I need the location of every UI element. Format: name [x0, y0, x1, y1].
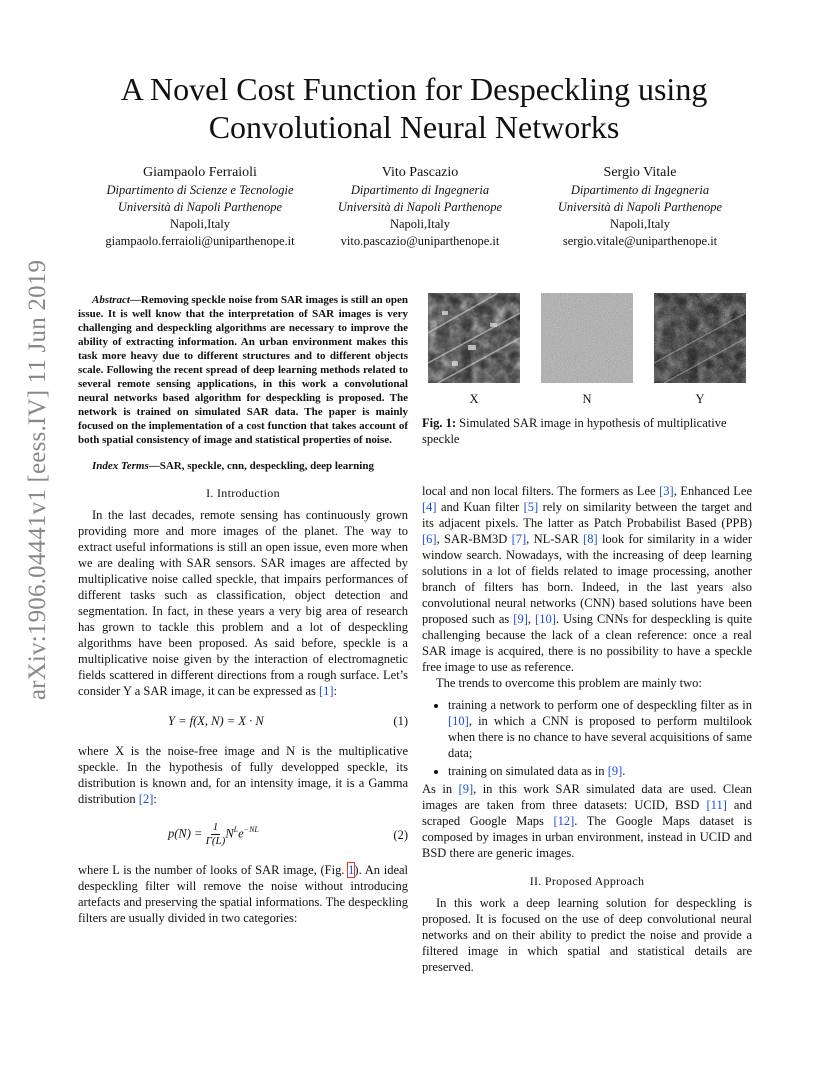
figure-panel-x: [428, 293, 520, 407]
author-name: Vito Pascazio: [381, 165, 459, 180]
author-department: Dipartimento di Ingegneria: [570, 183, 710, 197]
figure-panel-y: [654, 293, 746, 407]
author-3: [520, 163, 760, 250]
citation-link[interactable]: [4]: [422, 500, 437, 514]
index-terms: [78, 459, 408, 473]
author-department: Dipartimento di Ingegneria: [350, 183, 490, 197]
author-department: Dipartimento di Scienze e Tecnologie: [106, 183, 294, 197]
intro-paragraph-2: [78, 743, 408, 807]
list-item-text: training on simulated data as in: [448, 764, 608, 778]
author-2: [300, 163, 540, 250]
citation-link[interactable]: [12]: [553, 814, 575, 828]
right-paragraph-1: [422, 483, 752, 675]
figure-caption-label: Fig. 1:: [422, 416, 457, 430]
equation-1-body: Y = f(X, N) = X · N: [168, 714, 264, 728]
intro-text-end: :: [333, 684, 338, 698]
citation-link[interactable]: [3]: [659, 484, 674, 498]
left-column: [78, 293, 408, 926]
clean-image-x: [428, 293, 520, 383]
speckle-noise-n: [541, 293, 633, 383]
abstract-label: Abstract: [92, 294, 130, 306]
paper-title: A Novel Cost Function for Despeckling using Convolutional Neural Networks: [120, 71, 708, 145]
author-university: Università di Napoli Parthenope: [337, 200, 503, 214]
trend-list: [422, 697, 752, 779]
index-terms-text: —SAR, speckle, cnn, despeckling, deep learning: [148, 460, 374, 472]
author-block: [80, 163, 748, 253]
figure-reference-link[interactable]: 1: [348, 863, 355, 877]
citation-link[interactable]: [7]: [511, 532, 527, 546]
author-email[interactable]: sergio.vitale@uniparthenope.it: [562, 234, 718, 248]
author-name: Sergio Vitale: [603, 165, 677, 180]
body-text: ,: [527, 612, 536, 626]
body-text: As in: [422, 782, 459, 796]
equation-2: [78, 821, 408, 848]
equation-1: [78, 713, 408, 729]
citation-link[interactable]: [9]: [607, 764, 623, 778]
fraction-denominator: Γ(L): [205, 835, 226, 847]
section-heading-proposed-approach: II. Proposed Approach: [529, 874, 645, 888]
citation-link[interactable]: [11]: [706, 798, 727, 812]
equation-1-number: (1): [393, 714, 408, 728]
author-city: Napoli,Italy: [609, 217, 671, 231]
intro-text: In the last decades, remote sensing has continuously grown providing more and more images of the planet. The way to extract useful informations is still an open issue, even more when we are dealing with SAR sensors. SAR images are affected by multiplicative noise called speckle, that impairs performances of different tasks such as classification, object detection and segmentation. In fact, in these years a very big area of research has grown to tackle this problem and a lot of despeckling algorithms have been proposed. As said before, speckle is a multiplicative noise given by the interaction of electromagnetic fields scattered in different directions from a rough surface. Let’s consider Y a SAR image, it can be expressed as: [78, 508, 408, 698]
right-paragraph-3: [422, 781, 752, 861]
equation-2-fraction: [206, 821, 226, 848]
intro-text: where L is the number of looks of SAR image, (Fig.: [78, 863, 349, 877]
citation-link[interactable]: [1]: [319, 684, 334, 698]
figure-caption-text: Simulated SAR image in hypothesis of multiplicative speckle: [422, 416, 727, 446]
right-column: [422, 293, 752, 975]
body-text: look for similarity in a wider window search. Nowadays, with the increasing of deep learning solutions in a lot of fields related to image processing, another branch of filters has born. Indeed, in the last years also convolutional neural networks (CNN) based solutions have been proposed such as: [422, 532, 752, 626]
figure-label-x: X: [469, 392, 479, 406]
figure-label-n: N: [582, 392, 592, 406]
equation-2-exponent-l: L: [233, 825, 239, 835]
list-item-text: training a network to perform one of despeckling filter as in: [448, 698, 752, 712]
equation-2-e: e: [238, 826, 244, 841]
body-text: and Kuan filter: [436, 500, 524, 514]
body-text: and scraped Google Maps: [422, 798, 752, 828]
body-text: , NL-SAR: [526, 532, 584, 546]
body-text: local and non local filters. The formers as Lee: [422, 484, 660, 498]
noisy-image-y: [654, 293, 746, 383]
citation-link[interactable]: [9]: [513, 612, 528, 626]
equation-2-exponent-nl: −NL: [243, 825, 259, 835]
figure-label-y: Y: [695, 392, 705, 406]
figure-1-images: [422, 293, 752, 407]
citation-link[interactable]: [8]: [583, 532, 598, 546]
abstract-text: —Removing speckle noise from SAR images is still an open issue. It is well know that the interpretation of SAR images is very challenging and despeckling algorithms are necessary to improve the ability of extracting information. An urban environment makes this task more heavy due to different structures and to different objects scale. Following the recent spread of deep learning methods related to several remote sensing applications, in this work a convolutional neural networks based algorithm for despeckling is proposed. The network is trained on simulated SAR data. The paper is mainly focused on the implementation of a cost function that takes account of both spatial consistency of image and statistical properties of noise.: [78, 294, 408, 446]
citation-link[interactable]: [6]: [422, 532, 437, 546]
arxiv-identifier: [16, 259, 60, 701]
body-text: . Using CNNs for despeckling is quite challenging because the lack of a clean reference: once a real SAR image is acquired, there is no possibility to have a speckle free image to use as reference.: [422, 612, 753, 674]
author-email[interactable]: giampaolo.ferraioli@uniparthenope.it: [105, 234, 295, 248]
citation-link[interactable]: [10]: [448, 714, 469, 728]
author-city: Napoli,Italy: [389, 217, 451, 231]
section-heading-introduction: I. Introduction: [206, 486, 280, 500]
body-text: , SAR-BM3D: [436, 532, 512, 546]
intro-paragraph-1: [78, 507, 408, 699]
intro-text: where X is the noise-free image and N is the multiplicative speckle. In the hypothesis of fully developped speckle, its distribution is known and, for an intensity image, it is a Gamma distribution: [78, 744, 408, 806]
citation-link[interactable]: [2]: [138, 792, 154, 806]
equation-2-lhs: p(N) =: [168, 826, 203, 841]
citation-link[interactable]: [9]: [458, 782, 474, 796]
list-item-text: , in which a CNN is proposed to perform multilook when there is no chance to have several acquisitions of same data;: [448, 714, 752, 760]
fraction-numerator: 1: [212, 821, 219, 833]
citation-link[interactable]: [5]: [523, 500, 539, 514]
body-text: , Enhanced Lee: [673, 484, 753, 498]
intro-text-end: :: [153, 792, 157, 806]
figure-panel-n: [541, 293, 633, 407]
author-email[interactable]: vito.pascazio@uniparthenope.it: [340, 234, 500, 248]
author-1: [80, 163, 320, 250]
right-paragraph-2: The trends to overcome this problem are mainly two:: [436, 676, 702, 690]
body-text: . The Google Maps dataset is composed by images in urban environment, instead in UCID and BSD there are generic images.: [422, 814, 753, 860]
intro-text: ). An ideal despeckling filter will remove the noise without introducing artefacts and preserving the spatial informations. The despeckling filters are usually divided in two categories:: [78, 863, 409, 925]
arxiv-id-text: arXiv:1906.04441v1 [eess.IV] 11 Jun 2019: [24, 259, 52, 701]
list-item: [448, 763, 752, 779]
equation-2-number: (2): [393, 827, 408, 842]
equation-2-body: [168, 821, 259, 848]
author-city: Napoli,Italy: [169, 217, 231, 231]
intro-paragraph-3: [78, 862, 408, 926]
list-item: [448, 697, 752, 761]
index-terms-label: Index Terms: [92, 460, 149, 472]
author-name: Giampaolo Ferraioli: [143, 165, 257, 180]
abstract: [78, 293, 408, 447]
equation-2-n: N: [225, 826, 234, 841]
citation-link[interactable]: [10]: [535, 612, 556, 626]
author-university: Università di Napoli Parthenope: [557, 200, 723, 214]
figure-1-caption: [422, 415, 752, 447]
body-text: rely on similarity between the target and its adjacent pixels. The latter as Patch Probabilist Based (PPB): [422, 500, 752, 530]
approach-paragraph-1: In this work a deep learning solution for despeckling is proposed. It is focused on the use of deep convolutional neural networks and on their ability to predict the noise and provide a filtered image in which spatial and statistical details are preserved.: [422, 896, 752, 974]
author-university: Università di Napoli Parthenope: [117, 200, 283, 214]
body-text: , in this work SAR simulated data are used. Clean images are taken from three datasets: UCID, BSD: [422, 782, 752, 812]
list-item-text: .: [622, 764, 626, 778]
